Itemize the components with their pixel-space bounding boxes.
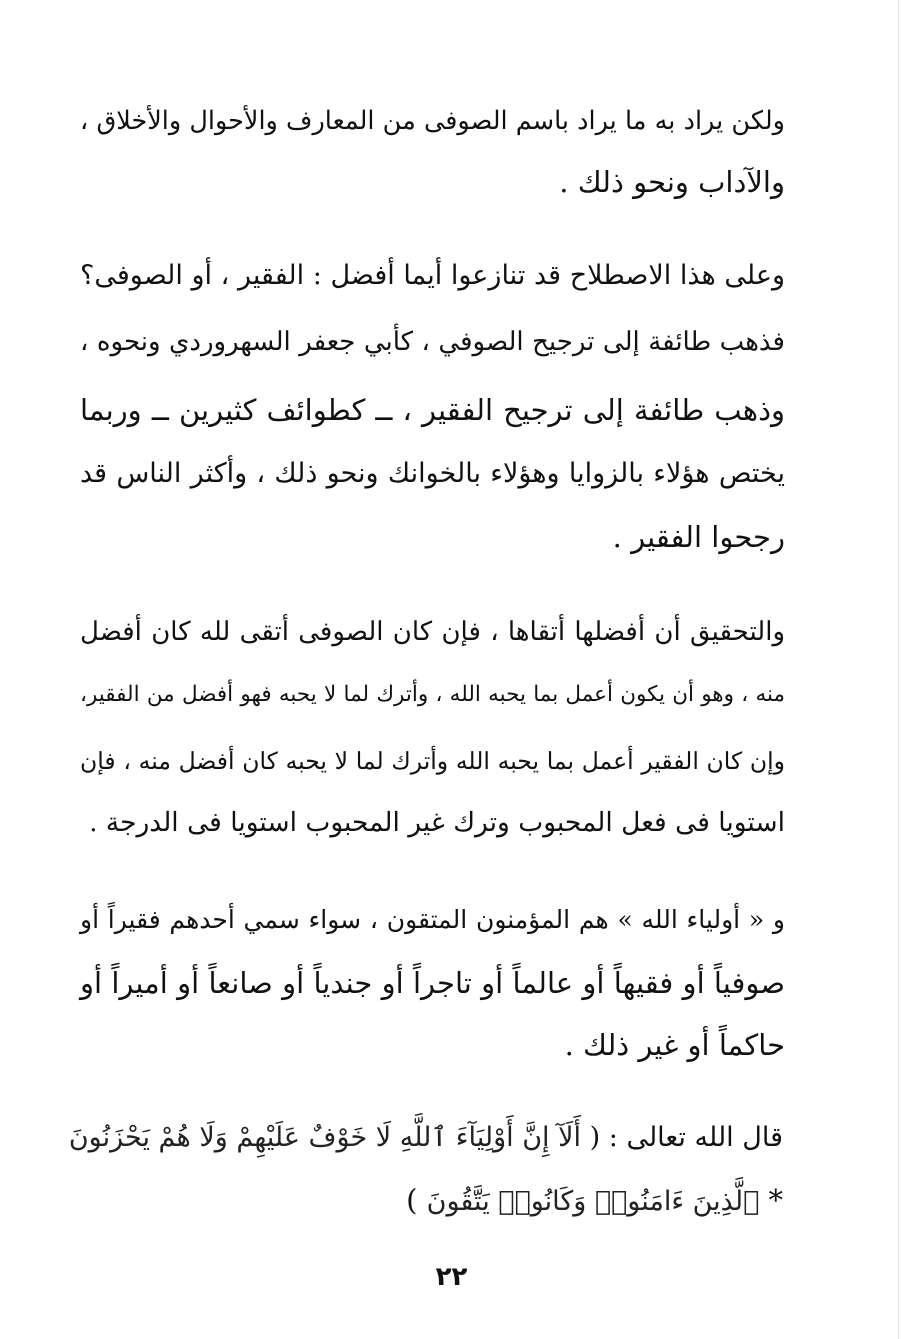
quran-verse-line-1: أَلَآ إِنَّ أَوْلِيَآءَ ٱللَّهِ لَا خَوْفٌ عَلَيْهِمْ وَلَا هُمْ يَحْزَنُونَ: [68, 1122, 582, 1153]
paragraph-1-line-2: والآداب ونحو ذلك .: [559, 165, 785, 199]
quote-open-paren: (: [589, 1122, 601, 1153]
paragraph-2-line-2: فذهب طائفة إلى ترجيح الصوفي ، كأبي جعفر السهروردي ونحوه ،: [80, 327, 785, 357]
quote-intro: قال الله تعالى :: [608, 1122, 783, 1153]
paragraph-2-line-1: وعلى هذا الاصطلاح قد تنازعوا أيما أفضل : الفقير ، أو الصوفى؟: [80, 260, 785, 291]
paragraph-4-line-1: و « أولياء الله » هم المؤمنون المتقون ، سواء سمي أحدهم فقيراً أو: [80, 905, 785, 934]
paragraph-2-line-3: وذهب طائفة إلى ترجيح الفقير ، ــ كطوائف كثيرين ــ وربما: [80, 393, 785, 427]
paragraph-2-line-5: رجحوا الفقير .: [612, 520, 785, 554]
quran-quote-line-2: [70, 1180, 783, 1222]
asterisk-mark: *: [768, 1183, 783, 1217]
paragraph-3-line-3: وإن كان الفقير أعمل بما يحبه الله وأترك لما لا يحبه كان أفضل منه ، فإن: [80, 747, 785, 775]
paragraph-3-line-4: استويا فى فعل المحبوب وترك غير المحبوب استويا فى الدرجة .: [89, 807, 785, 838]
paragraph-3-line-1: والتحقيق أن أفضلها أتقاها ، فإن كان الصوفى أتقى لله كان أفضل: [80, 617, 785, 647]
quran-verse-line-2: ٱلَّذِينَ ءَامَنُوا۟ وَكَانُوا۟ يَتَّقُونَ: [426, 1186, 760, 1217]
paragraph-4-line-3: حاكماً أو غير ذلك .: [564, 1028, 785, 1062]
paragraph-1-line-1: ولكن يراد به ما يراد باسم الصوفى من المعارف والأحوال والأخلاق ،: [80, 106, 785, 136]
page-number: ٢٢: [435, 1262, 468, 1292]
page-edge-line: [898, 0, 899, 1339]
quran-quote-line-1: [70, 1118, 783, 1158]
quote-close-paren: ): [406, 1183, 418, 1217]
paragraph-4-line-2: صوفياً أو فقيهاً أو عالماً أو تاجراً أو جندياً أو صانعاً أو أميراً أو: [80, 966, 785, 1000]
paragraph-2-line-4: يختص هؤلاء بالزوايا وهؤلاء بالخوانك ونحو ذلك ، وأكثر الناس قد: [80, 458, 785, 489]
paragraph-3-line-2: منه ، وهو أن يكون أعمل بما يحبه الله ، وأترك لما لا يحبه فهو أفضل من الفقير،: [80, 682, 785, 707]
